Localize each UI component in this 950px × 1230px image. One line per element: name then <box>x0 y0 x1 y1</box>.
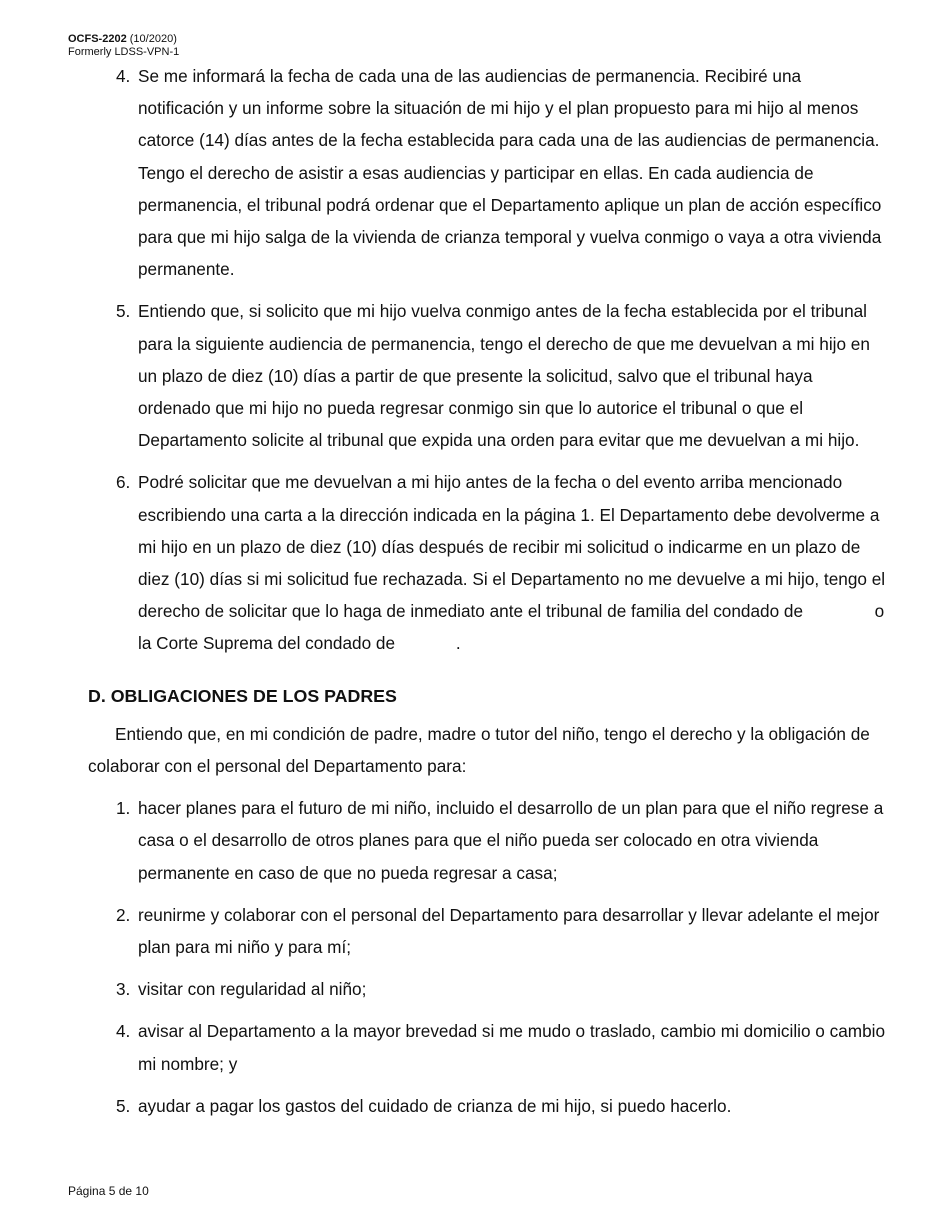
list-item <box>88 792 888 889</box>
list-item <box>88 899 888 963</box>
list-item-text-end: . <box>455 633 461 654</box>
list-item <box>88 973 888 1005</box>
list-item-number: 4. <box>116 1021 131 1042</box>
list-item <box>88 295 888 456</box>
list-item <box>88 1090 888 1122</box>
section-intro: Entiendo que, en mi condición de padre, madre o tutor del niño, tengo el derecho y la obligación de colaborar con el personal del Departamento para: <box>88 723 870 777</box>
list-item <box>88 466 888 659</box>
list-item-number: 4. <box>116 66 131 86</box>
list-item-text: Entiendo que, si solicito que mi hijo vuelva conmigo antes de la fecha establecida por el tribunal para la siguiente audiencia de permanencia, tengo el derecho de que me devuelvan a mi hijo en un plazo de diez (10) días a partir de que presente la solicitud, salvo que el tribunal haya ordenado que mi hijo no pueda regresar conmigo sin que lo autorice el tribunal o que el Departamento solicite al tribunal que expida una orden para evitar que me devuelvan a mi hijo. <box>138 301 870 451</box>
list-item-text: Se me informará la fecha de cada una de las audiencias de permanencia. Recibiré una notificación y un informe sobre la situación de mi hijo y el plan propuesto para mi hijo al menos catorce (14) días antes de la fecha establecida para cada una de las audiencias de permanencia. Tengo el derecho de asistir a esas audiencias y participar en ellas. En cada audiencia de permanencia, el tribunal podrá ordenar que el Departamento aplique un plan de acción específico para que mi hijo salga de la vivienda de crianza temporal y vuelva conmigo o vaya a otra vivienda permanente. <box>138 66 882 280</box>
list-item-number: 3. <box>116 979 131 1000</box>
list-item <box>88 1015 888 1079</box>
rights-list <box>88 60 888 660</box>
obligations-list <box>88 792 888 1122</box>
list-item <box>88 60 888 285</box>
list-item-text: reunirme y colaborar con el personal del Departamento para desarrollar y llevar adelante el mejor plan para mi niño y para mí; <box>138 904 880 958</box>
list-item-number: 5. <box>116 301 131 322</box>
form-id-line <box>68 33 179 46</box>
list-item-text: ayudar a pagar los gastos del cuidado de crianza de mi hijo, si puedo hacerlo. <box>138 1095 732 1116</box>
page-number: Página 5 de 10 <box>68 1184 149 1198</box>
section-heading: D. OBLIGACIONES DE LOS PADRES <box>88 685 397 706</box>
list-item-text: visitar con regularidad al niño; <box>138 979 367 1000</box>
list-item-number: 2. <box>116 904 131 925</box>
document-body <box>88 60 888 1132</box>
list-item-text: Podré solicitar que me devuelvan a mi hijo antes de la fecha o del evento arriba mencionado escribiendo una carta a la dirección indicada en la página 1. El Departamento debe devolverme a mi hijo en un plazo de diez (10) días después de recibir mi solicitud o indicarme en un plazo de diez (10) días si mi solicitud fue rechazada. Si el Departamento no me devuelve a mi hijo, tengo el derecho de solicitar que lo haga de inmediato ante el tribunal de familia del condado de <box>138 472 886 622</box>
form-formerly: Formerly LDSS-VPN-1 <box>68 46 180 58</box>
list-item-text-continued: o la Corte Suprema del condado de <box>138 601 885 654</box>
form-date: (10/2020) <box>129 33 177 45</box>
list-item-number: 6. <box>116 472 131 493</box>
form-header <box>68 33 179 59</box>
list-item-text: hacer planes para el futuro de mi niño, incluido el desarrollo de un plan para que el niño regrese a casa o el desarrollo de otros planes para que el niño pueda ser colocado en otra vivienda permanente en caso de que no pueda regresar a casa; <box>138 798 884 883</box>
list-item-text: avisar al Departamento a la mayor brevedad si me mudo o traslado, cambio mi domicilio o cambio mi nombre; y <box>138 1021 886 1074</box>
list-item-number: 5. <box>116 1095 131 1116</box>
form-code: OCFS-2202 <box>68 33 127 45</box>
list-item-number: 1. <box>116 798 131 819</box>
